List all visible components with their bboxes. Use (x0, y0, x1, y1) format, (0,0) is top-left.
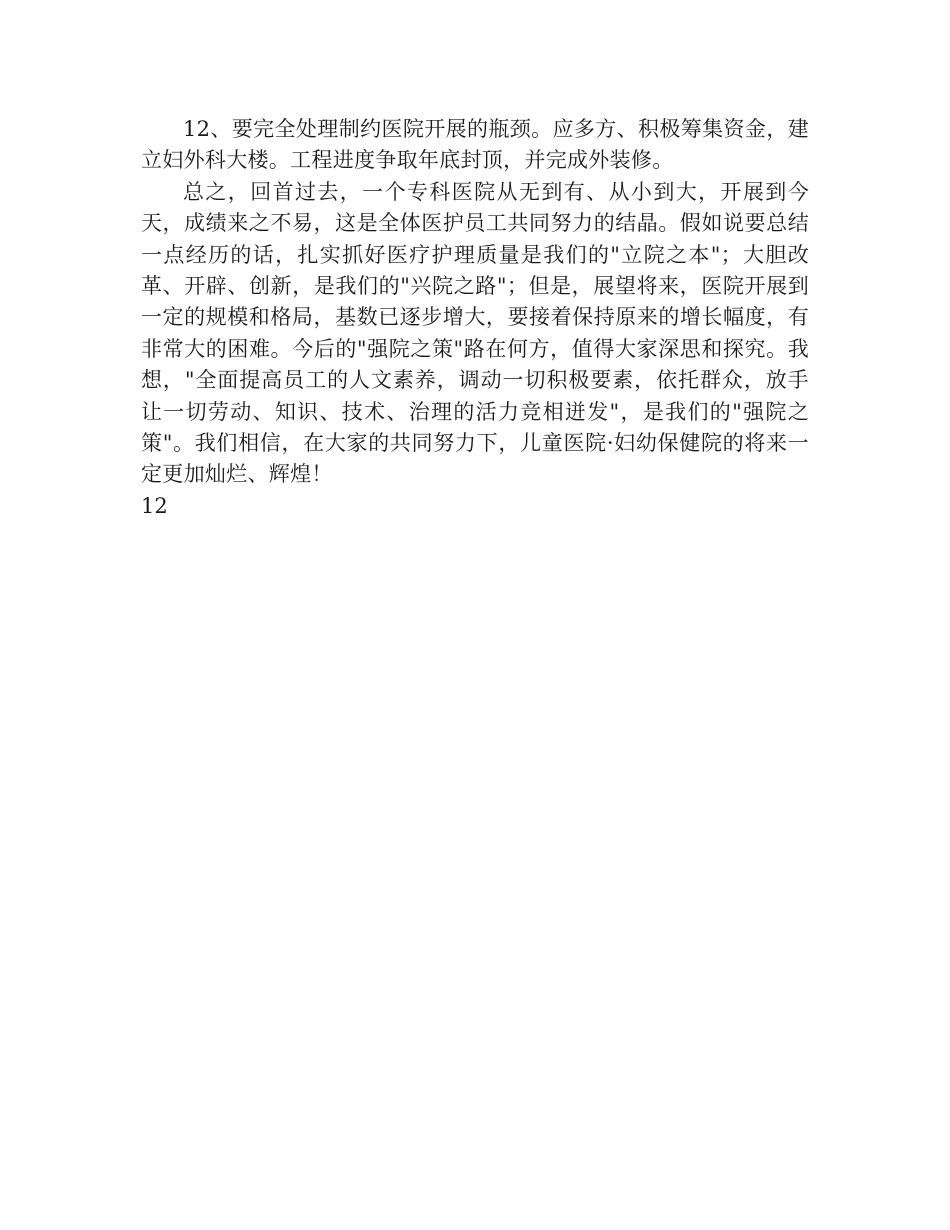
document-body (141, 114, 809, 522)
paragraph-conclusion: 总之，回首过去，一个专科医院从无到有、从小到大，开展到今天，成绩来之不易，这是全体医护员工共同努力的结晶。假如说要总结一点经历的话，扎实抓好医疗护理质量是我们的"立院之本"；大胆改革、开辟、创新，是我们的"兴院之路"；但是，展望将来，医院开展到一定的规模和格局，基数已逐步增大，要接着保持原来的增长幅度，有非常大的困难。今后的"强院之策"路在何方，值得大家深思和探究。我想，"全面提高员工的人文素养，调动一切积极要素，依托群众，放手让一切劳动、知识、技术、治理的活力竞相迸发"，是我们的"强院之策"。我们相信，在大家的共同努力下，儿童医院·妇幼保健院的将来一定更加灿烂、辉煌！ (141, 179, 809, 487)
page-number: 12 (141, 493, 168, 518)
paragraph-item-12: 12、要完全处理制约医院开展的瓶颈。应多方、积极筹集资金，建立妇外科大楼。工程进度争取年底封顶，并完成外装修。 (141, 117, 809, 173)
